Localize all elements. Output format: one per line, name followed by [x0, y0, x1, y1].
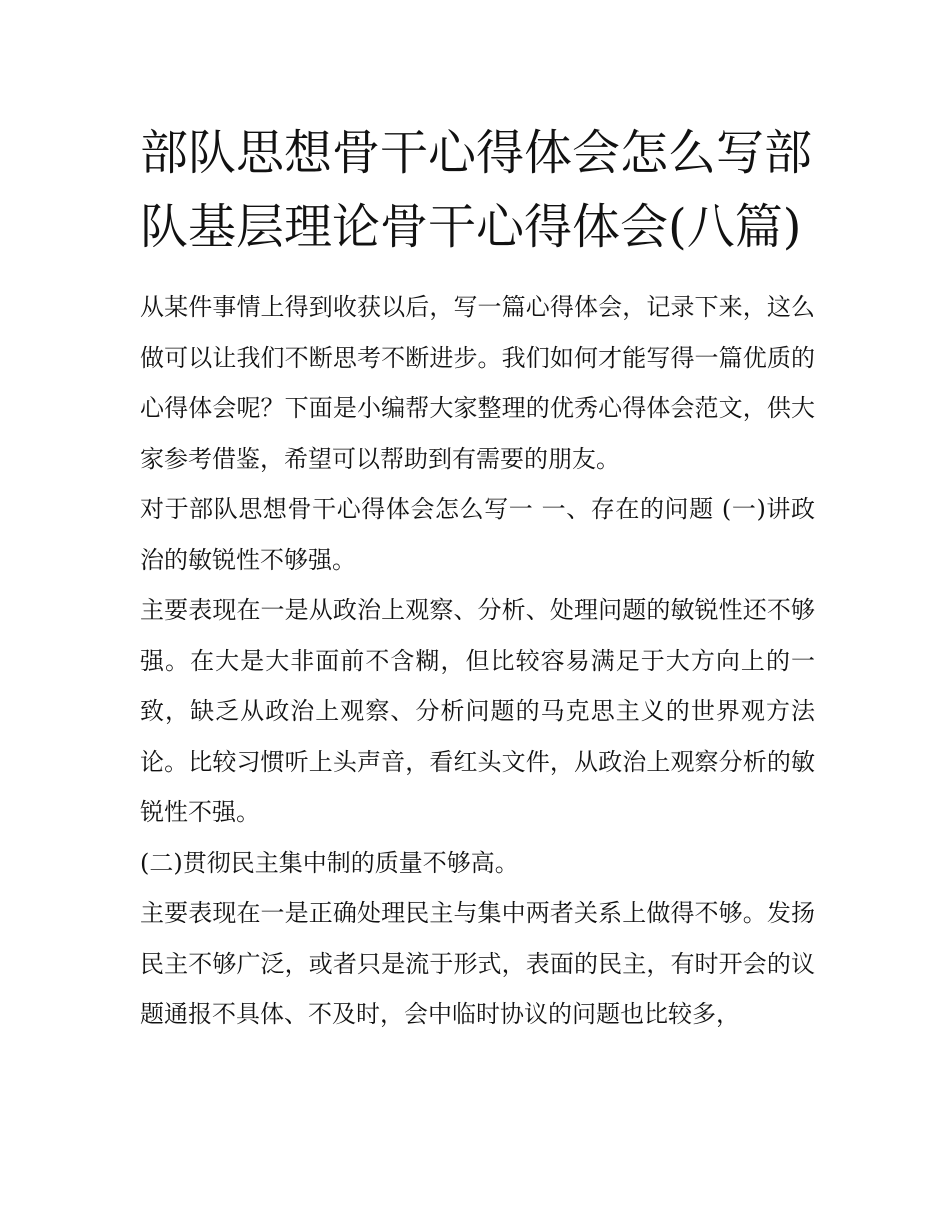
paragraph-problem-heading: 对于部队思想骨干心得体会怎么写一 一、存在的问题 (一)讲政治的敏锐性不够强。 — [140, 495, 815, 574]
paragraph-democracy-heading: (二)贯彻民主集中制的质量不够高。 — [140, 848, 519, 877]
document-title: 部队思想骨干心得体会怎么写部队基层理论骨干心得体会(八篇) — [140, 125, 813, 255]
paragraph-intro: 从某件事情上得到收获以后，写一篇心得体会，记录下来，这么做可以让我们不断思考不断进步。我们如何才能写得一篇优质的心得体会呢？下面是小编帮大家整理的优秀心得体会范文，供大家参考借鉴，希望可以帮助到有需要的朋友。 — [140, 293, 815, 473]
document-body — [140, 116, 815, 1040]
paragraph-politics-detail: 主要表现在一是从政治上观察、分析、处理问题的敏锐性还不够强。在大是大非面前不含糊，但比较容易满足于大方向上的一致，缺乏从政治上观察、分析问题的马克思主义的世界观方法论。比较习惯听上头声音，看红头文件，从政治上观察分析的敏锐性不强。 — [140, 596, 815, 826]
paragraph-democracy-detail: 主要表现在一是正确处理民主与集中两者关系上做得不够。发扬民主不够广泛，或者只是流于形式，表面的民主，有时开会的议题通报不具体、不及时，会中临时协议的问题也比较多， — [140, 899, 815, 1028]
